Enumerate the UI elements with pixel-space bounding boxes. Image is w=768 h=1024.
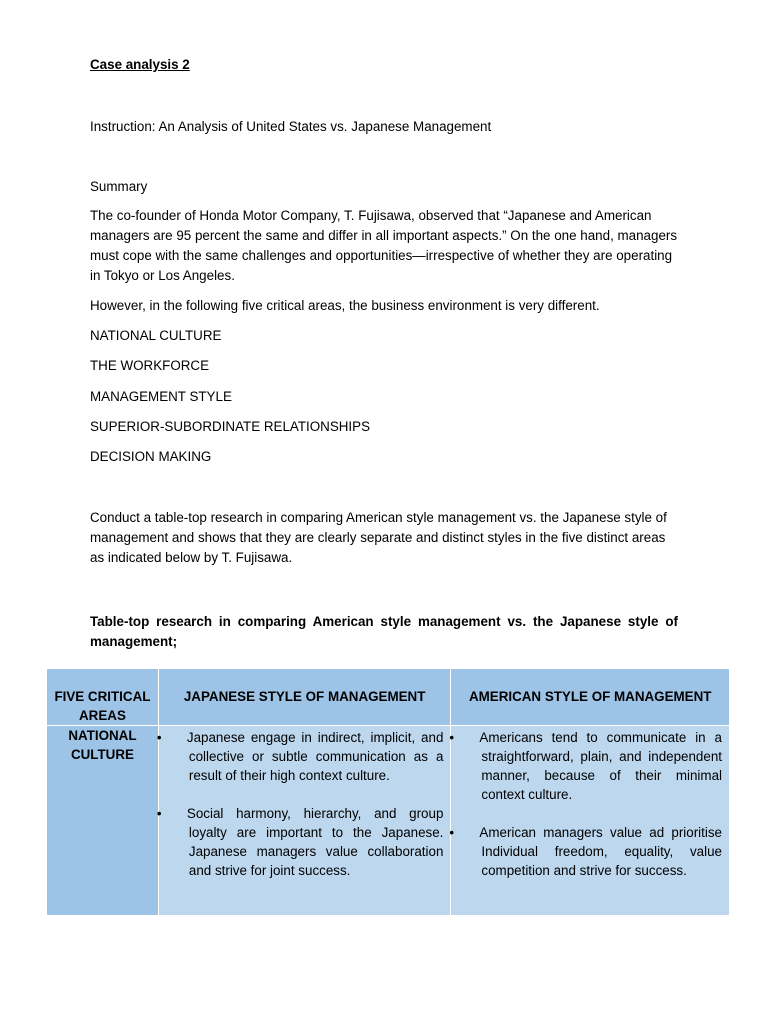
bullet-item: • Social harmony, hierarchy, and group loyalty are important to the Japanese. Japanese managers value collaboration and strive for joint success. xyxy=(156,806,444,878)
area-item: SUPERIOR-SUBORDINATE RELATIONSHIPS xyxy=(90,418,371,434)
row-area-national-culture: NATIONAL CULTURE xyxy=(47,726,159,916)
area-item: THE WORKFORCE xyxy=(90,358,210,374)
area-item: MANAGEMENT STYLE xyxy=(90,388,232,404)
bullet-text: Social harmony, hierarchy, and group loyalty are important to the Japanese. Japanese managers value collaboration and strive for joint success. xyxy=(186,806,444,878)
critical-areas-list xyxy=(90,326,678,477)
japanese-cell xyxy=(158,726,451,916)
comparison-table xyxy=(46,668,730,916)
conduct-paragraph: Conduct a table-top research in comparing American style management vs. the Japanese style of management and shows that they are clearly separate and distinct styles in the five distinct areas as indicated below by T. Fujisawa. xyxy=(90,510,667,565)
header-japanese-style: JAPANESE STYLE OF MANAGEMENT xyxy=(158,669,451,726)
area-item: NATIONAL CULTURE xyxy=(90,328,222,343)
header-critical-areas: FIVE CRITICAL AREAS xyxy=(47,669,159,726)
table-header-row xyxy=(47,669,730,726)
american-cell xyxy=(451,726,730,916)
document-title: Case analysis 2 xyxy=(90,57,190,72)
instruction-text: Instruction: An Analysis of United States vs. Japanese Management xyxy=(90,119,492,134)
bullet-text: Americans tend to communicate in a straightforward, plain, and independent manner, because of their minimal context culture. xyxy=(479,730,722,802)
table-heading: Table-top research in comparing American style management vs. the Japanese style of management; xyxy=(90,614,678,649)
table-row xyxy=(47,726,730,916)
bullet-item: • Japanese engage in indirect, implicit, and collective or subtle communication as a result of their high context culture. xyxy=(156,730,444,783)
header-american-style: AMERICAN STYLE OF MANAGEMENT xyxy=(451,669,730,726)
bullet-text: American managers value ad prioritise Individual freedom, equality, value competition and strive for success. xyxy=(479,825,722,878)
area-item: DECISION MAKING xyxy=(90,449,212,465)
summary-label: Summary xyxy=(90,179,148,194)
bullet-text: Japanese engage in indirect, implicit, and collective or subtle communication as a result of their high context culture. xyxy=(186,730,444,783)
bullet-item: • American managers value ad prioritise Individual freedom, equality, value competition and strive for success. xyxy=(449,825,722,878)
summary-paragraph-1: The co-founder of Honda Motor Company, T. Fujisawa, observed that “Japanese and American managers are 95 percent the same and differ in all important aspects.” On the one hand, managers must cope with the same challenges and opportunities—irrespective of whether they are operating in Tokyo or Los Angeles. xyxy=(90,208,678,283)
summary-paragraph-2: However, in the following five critical areas, the business environment is very different. xyxy=(90,298,600,313)
bullet-item: • Americans tend to communicate in a straightforward, plain, and independent manner, because of their minimal context culture. xyxy=(449,730,722,802)
